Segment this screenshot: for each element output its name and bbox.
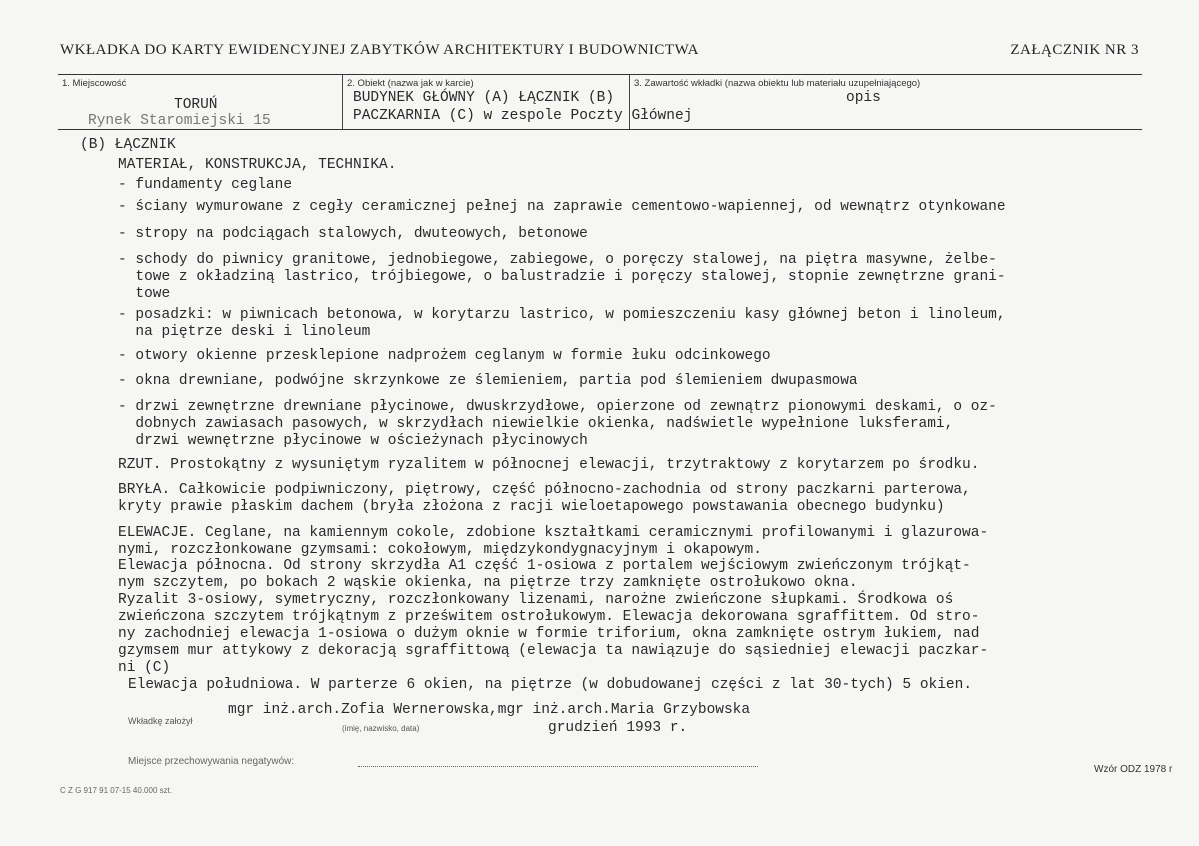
document-title: WKŁADKA DO KARTY EWIDENCYJNEJ ZABYTKÓW ARCHITEKTURY I BUDOWNICTWA [60, 42, 699, 58]
body-line: RZUT. Prostokątny z wysuniętym ryzalitem w północnej elewacji, trzytraktowy z korytarzem po środku. [118, 457, 980, 473]
locality-label: 1. Miejscowość [62, 78, 127, 89]
prepared-by-label: Wkładkę założył [128, 716, 193, 726]
body-line: - fundamenty ceglane [118, 177, 293, 193]
body-line: ELEWACJE. Ceglane, na kamiennym cokole, zdobione kształtkami ceramicznymi profilowanymi i glazurowa- [118, 525, 989, 541]
print-code: C Z G 917 91 07-15 40.000 szt. [60, 786, 173, 795]
body-line: - ściany wymurowane z cegły ceramicznej pełnej na zaprawie cementowo-wapiennej, od wewnątrz otynkowane [118, 199, 1006, 215]
body-line: - schody do piwnicy granitowe, jednobiegowe, zabiegowe, o poręczy stalowej, na piętra masywne, żelbe- [118, 252, 997, 268]
body-line: kryty prawie płaskim dachem (bryła złożona z racji wieloetapowego powstawania obecnego budynku) [118, 499, 945, 515]
body-line: nymi, rozczłonkowane gzymsami: cokołowym, międzykondygnacyjnym i okapowym. [118, 542, 762, 558]
body-line: BRYŁA. Całkowicie podpiwniczony, piętrowy, część północno-zachodnia od strony paczkarni parterowa, [118, 482, 971, 498]
body-line: (B) ŁĄCZNIK [80, 137, 176, 153]
body-line: Elewacja południowa. W parterze 6 okien, na piętrze (w dobudowanej części z lat 30-tych) 5 okien. [128, 677, 973, 693]
negatives-storage-line [358, 766, 758, 767]
object-label: 2. Obiekt (nazwa jak w karcie) [347, 78, 474, 89]
form-code: Wzór ODZ 1978 r [1094, 764, 1173, 775]
body-line: towe z okładziną lastrico, trójbiegowe, o balustradzie i poręczy stalowej, stopnie zewnętrzne grani- [118, 269, 1006, 285]
body-line: zwieńczona szczytem trójkątnym z prześwitem ostrołukowym. Elewacja dekorowana sgraffittem. Od stro- [118, 609, 980, 625]
attachment-number: ZAŁĄCZNIK NR 3 [1010, 42, 1139, 58]
object-line-1: BUDYNEK GŁÓWNY (A) ŁĄCZNIK (B) [353, 90, 615, 106]
object-field [342, 75, 693, 129]
content-value: opis [846, 90, 881, 106]
locality-value: TORUŃ [174, 97, 218, 113]
content-field [629, 75, 1143, 129]
body-line: ni (C) [118, 660, 171, 676]
body-line: na piętrze deski i linoleum [118, 324, 371, 340]
body-line: - okna drewniane, podwójne skrzynkowe ze ślemieniem, partia pod ślemieniem dwupasmowa [118, 373, 858, 389]
header-fields-box [58, 74, 1142, 130]
body-line: MATERIAŁ, KONSTRUKCJA, TECHNIKA. [118, 157, 397, 173]
body-line: - posadzki: w piwnicach betonowa, w korytarzu lastrico, w pomieszczeniu kasy głównej beton i linoleum, [118, 307, 1006, 323]
prepared-date: grudzień 1993 r. [548, 720, 688, 736]
prepared-by-value: mgr inż.arch.Zofia Wernerowska,mgr inż.arch.Maria Grzybowska [228, 702, 751, 718]
body-line: Elewacja północna. Od strony skrzydła A1 część 1-osiowa z portalem wejściowym zwieńczonym trójkąt- [118, 558, 971, 574]
content-label: 3. Zawartość wkładki (nazwa obiektu lub materiału uzupełniającego) [634, 78, 921, 89]
locality-field [58, 75, 342, 129]
body-line: dobnych zawiasach pasowych, w skrzydłach niewielkie okienka, nadświetle wypełnione luksferami, [118, 416, 954, 432]
body-line: - otwory okienne przesklepione nadprożem ceglanym w formie łuku odcinkowego [118, 348, 771, 364]
body-line: - drzwi zewnętrzne drewniane płycinowe, dwuskrzydłowe, opierzone od zewnątrz pionowymi deskami, o oz- [118, 399, 997, 415]
locality-address: Rynek Staromiejski 15 [88, 113, 271, 129]
object-line-2: PACZKARNIA (C) w zespole Poczty Głównej [353, 108, 693, 124]
body-line: nym szczytem, po bokach 2 wąskie okienka, na piętrze trzy zamknięte ostrołukowo okna. [118, 575, 858, 591]
body-line: Ryzalit 3-osiowy, symetryczny, rozczłonkowany lizenami, narożne zwieńczone słupkami. Środkowa oś [118, 592, 954, 608]
body-line: - stropy na podciągach stalowych, dwuteowych, betonowe [118, 226, 588, 242]
body-line: towe [118, 286, 171, 302]
negatives-storage-label: Miejsce przechowywania negatywów: [128, 756, 295, 767]
body-line: ny zachodniej elewacja 1-osiowa o dużym oknie w formie triforium, okna zamknięte ostrym łukiem, nad [118, 626, 980, 642]
name-caption: (imię, nazwisko, data) [342, 724, 420, 733]
body-line: gzymsem mur attykowy z dekoracją sgraffittową (elewacja ta nawiązuje do sąsiedniej elewacji paczkar- [118, 643, 989, 659]
body-line: drzwi wewnętrzne płycinowe w ościeżynach płycinowych [118, 433, 588, 449]
